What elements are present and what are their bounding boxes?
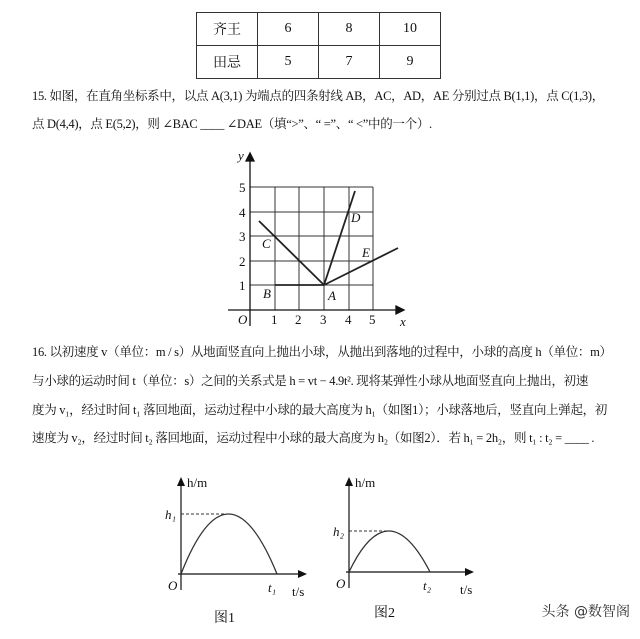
x-tick: 2 [295, 312, 302, 327]
ray-ac [259, 221, 324, 285]
x-tick: 1 [271, 312, 278, 327]
origin-label: O [336, 576, 346, 591]
q16-text-line3: 度为 v₁，经过时间 t₁ 落回地面，运动过程中小球的最大高度为 h₁（如图1）；小球落地后，竖直向上弹起，初 [32, 403, 608, 417]
origin-label: O [168, 578, 178, 593]
point-b-label: B [263, 286, 271, 301]
end-time-label: t₁ [268, 580, 277, 595]
rays [259, 191, 398, 285]
trajectory-curve [349, 531, 430, 572]
y-axis-label: h/m [187, 475, 208, 490]
y-tick: 3 [239, 229, 246, 244]
x-axis-label: t/s [460, 582, 473, 597]
axes [228, 153, 404, 326]
y-tick: 2 [239, 254, 246, 269]
cell: 9 [380, 46, 441, 79]
row-name: 齐王 [197, 13, 258, 46]
x-tick: 5 [369, 312, 376, 327]
cell: 10 [380, 13, 441, 46]
cell: 5 [258, 46, 319, 79]
y-axis-label: h/m [355, 475, 376, 490]
peak-label: h₁ [165, 507, 177, 522]
figure-1 [165, 475, 307, 626]
cell: 8 [319, 13, 380, 46]
q15-text-line2: 点 D(4,4)，点 E(5,2)，则 ∠BAC ____ ∠DAE（填“>”、“ =”、“ <”中的一个）. [32, 117, 432, 131]
point-e-label: E [362, 245, 370, 260]
watermark: 头条 @数智阁 [541, 604, 630, 620]
y-axis-label: y [238, 148, 244, 163]
cell: 6 [258, 13, 319, 46]
x-axis-label: x [400, 314, 406, 329]
end-time-label: t₂ [423, 578, 432, 593]
q16-text-line4: 速度为 v₂，经过时间 t₂ 落回地面，运动过程中小球的最大高度为 h₂（如图2）．若 h₁ = 2h₂，则 t₁ : t₂ = ____ . [32, 431, 595, 445]
y-tick: 4 [239, 205, 246, 220]
x-tick: 3 [320, 312, 327, 327]
point-a-label: A [328, 288, 336, 303]
y-tick: 1 [239, 278, 246, 293]
point-d-label: D [351, 210, 361, 225]
cell: 7 [319, 46, 380, 79]
figure-caption: 图1 [214, 611, 235, 626]
x-tick: 4 [345, 312, 352, 327]
trajectory-curve [181, 514, 277, 574]
q15-text-line1: 15. 如图，在直角坐标系中，以点 A(3,1) 为端点的四条射线 AB，AC，AD，AE 分别过点 B(1,1)，点 C(1,3)， [32, 89, 604, 103]
y-tick: 5 [239, 180, 246, 195]
q16-text-line2: 与小球的运动时间 t（单位：s）之间的关系式是 h = vt − 4.9t². 现将某弹性小球从地面竖直向上抛出，初速 [32, 374, 589, 388]
peak-label: h₂ [333, 524, 345, 539]
figure-2 [333, 475, 474, 621]
q16-text-line1: 16. 以初速度 v（单位：m / s）从地面竖直向上抛出小球，从抛出到落地的过程中，小球的高度 h（单位：m） [32, 345, 612, 359]
point-c-label: C [262, 236, 271, 251]
figure-caption: 图2 [374, 606, 395, 621]
origin-label: O [238, 312, 248, 327]
x-axis-label: t/s [292, 584, 305, 599]
row-name: 田忌 [197, 46, 258, 79]
